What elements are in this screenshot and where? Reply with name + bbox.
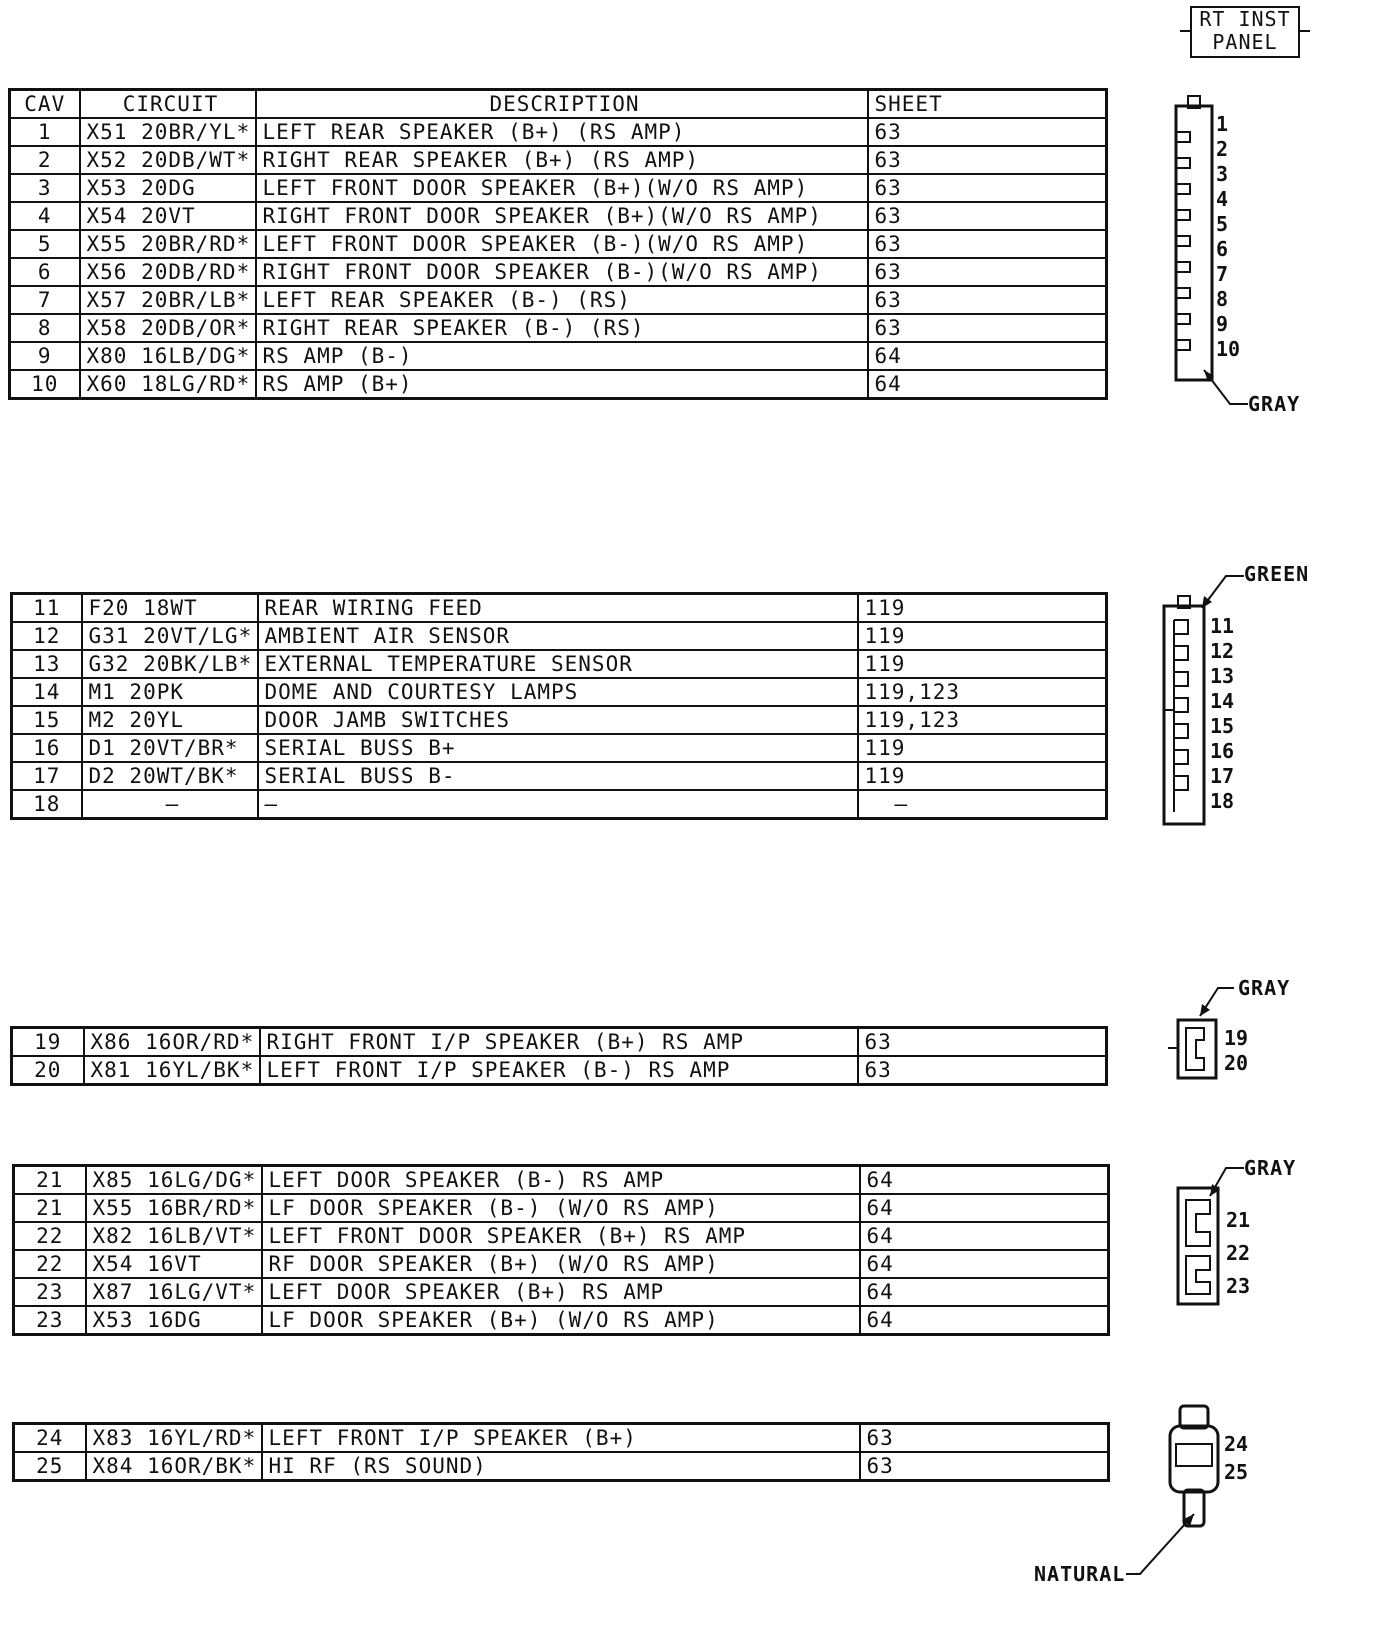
description-cell: —	[258, 790, 858, 819]
table-row	[12, 762, 1107, 790]
connector-table-4	[12, 1164, 1110, 1336]
circuit-cell: X54 16VT	[86, 1250, 262, 1278]
description-cell: LEFT REAR SPEAKER (B-) (RS)	[256, 286, 868, 314]
table-row	[10, 202, 1107, 230]
pin-number: 14	[1210, 689, 1235, 713]
cav-cell: 8	[10, 314, 80, 342]
header-sheet: SHEET	[868, 90, 1107, 119]
sheet-cell: 63	[868, 314, 1107, 342]
cav-cell: 17	[12, 762, 82, 790]
description-cell: LEFT FRONT DOOR SPEAKER (B-)(W/O RS AMP)	[256, 230, 868, 258]
sheet-cell: 119	[858, 622, 1107, 650]
sheet-cell: 64	[860, 1166, 1109, 1195]
circuit-cell: M1 20PK	[82, 678, 258, 706]
description-cell: HI RF (RS SOUND)	[262, 1452, 860, 1481]
connector-table-5	[12, 1422, 1110, 1482]
sheet-cell: 63	[858, 1056, 1107, 1085]
sheet-cell: —	[858, 790, 1107, 819]
description-cell: DOME AND COURTESY LAMPS	[258, 678, 858, 706]
circuit-cell: X57 20BR/LB*	[80, 286, 256, 314]
pin-number: 6	[1216, 237, 1229, 261]
sheet-cell: 64	[860, 1222, 1109, 1250]
table-row	[10, 314, 1107, 342]
table-row	[14, 1250, 1109, 1278]
sheet-cell: 63	[868, 230, 1107, 258]
description-cell: RIGHT FRONT DOOR SPEAKER (B-)(W/O RS AMP)	[256, 258, 868, 286]
pin-number: 1	[1216, 112, 1229, 136]
table-row	[14, 1452, 1109, 1481]
connector-3-color-label: GRAY	[1238, 976, 1291, 1000]
description-cell: SERIAL BUSS B-	[258, 762, 858, 790]
pin-number: 21	[1226, 1208, 1251, 1232]
pin-number: 19	[1224, 1026, 1249, 1050]
sheet-cell: 119	[858, 762, 1107, 790]
table-header-row	[10, 90, 1107, 119]
connector-2-color-label: GREEN	[1244, 562, 1310, 586]
table-row	[12, 650, 1107, 678]
cav-cell: 21	[14, 1194, 86, 1222]
cav-cell: 6	[10, 258, 80, 286]
circuit-cell: M2 20YL	[82, 706, 258, 734]
table-row	[12, 1056, 1107, 1085]
sheet-cell: 63	[860, 1452, 1109, 1481]
circuit-cell: X85 16LG/DG*	[86, 1166, 262, 1195]
circuit-cell: G32 20BK/LB*	[82, 650, 258, 678]
pin-number: 16	[1210, 739, 1235, 763]
connector-1-color-label: GRAY	[1248, 392, 1301, 416]
cav-cell: 4	[10, 202, 80, 230]
pin-number: 7	[1216, 262, 1229, 286]
circuit-cell: X80 16LB/DG*	[80, 342, 256, 370]
sheet-cell: 119,123	[858, 706, 1107, 734]
pin-number: 15	[1210, 714, 1235, 738]
sheet-cell: 63	[868, 118, 1107, 146]
cav-cell: 14	[12, 678, 82, 706]
sheet-cell: 119	[858, 594, 1107, 623]
pin-number: 12	[1210, 639, 1235, 663]
cav-cell: 10	[10, 370, 80, 399]
table-row	[10, 370, 1107, 399]
description-cell: RS AMP (B-)	[256, 342, 868, 370]
pin-number: 24	[1224, 1432, 1249, 1456]
table-row	[12, 734, 1107, 762]
connector-3-drawing	[1164, 1014, 1224, 1084]
cav-cell: 12	[12, 622, 82, 650]
sheet-cell: 119	[858, 734, 1107, 762]
cav-cell: 19	[12, 1028, 84, 1057]
description-cell: AMBIENT AIR SENSOR	[258, 622, 858, 650]
sheet-cell: 119	[858, 650, 1107, 678]
cav-cell: 20	[12, 1056, 84, 1085]
table-row	[10, 230, 1107, 258]
cav-cell: 23	[14, 1278, 86, 1306]
circuit-cell: X81 16YL/BK*	[84, 1056, 260, 1085]
circuit-cell: —	[82, 790, 258, 819]
description-cell: RIGHT REAR SPEAKER (B+) (RS AMP)	[256, 146, 868, 174]
sheet-cell: 63	[868, 258, 1107, 286]
pin-number: 22	[1226, 1241, 1251, 1265]
description-cell: RS AMP (B+)	[256, 370, 868, 399]
circuit-cell: X87 16LG/VT*	[86, 1278, 262, 1306]
table-row	[14, 1166, 1109, 1195]
connector-3-leader	[1186, 980, 1236, 1020]
cav-cell: 22	[14, 1222, 86, 1250]
connector-table-1	[8, 88, 1108, 400]
table-row	[10, 258, 1107, 286]
panel-label-line2: PANEL	[1212, 30, 1278, 54]
circuit-cell: X55 16BR/RD*	[86, 1194, 262, 1222]
sheet-cell: 63	[868, 202, 1107, 230]
connector-5-leader	[1124, 1508, 1204, 1578]
table-row	[10, 118, 1107, 146]
table-row	[12, 1028, 1107, 1057]
cav-cell: 9	[10, 342, 80, 370]
cav-cell: 5	[10, 230, 80, 258]
pin-number: 17	[1210, 764, 1235, 788]
table-row	[14, 1222, 1109, 1250]
pin-number: 2	[1216, 137, 1229, 161]
circuit-cell: D1 20VT/BR*	[82, 734, 258, 762]
circuit-cell: X60 18LG/RD*	[80, 370, 256, 399]
table-row	[10, 146, 1107, 174]
circuit-cell: X53 16DG	[86, 1306, 262, 1335]
cav-cell: 11	[12, 594, 82, 623]
circuit-cell: X82 16LB/VT*	[86, 1222, 262, 1250]
table-row	[10, 286, 1107, 314]
circuit-cell: G31 20VT/LG*	[82, 622, 258, 650]
table-row	[14, 1306, 1109, 1335]
sheet-cell: 63	[868, 286, 1107, 314]
cav-cell: 23	[14, 1306, 86, 1335]
sheet-cell: 63	[868, 146, 1107, 174]
description-cell: LEFT FRONT DOOR SPEAKER (B+) RS AMP	[262, 1222, 860, 1250]
pin-number: 3	[1216, 162, 1229, 186]
connector-3-pin-numbers	[1224, 1026, 1248, 1076]
sheet-cell: 64	[868, 342, 1107, 370]
pin-number: 20	[1224, 1051, 1249, 1075]
header-circuit: CIRCUIT	[80, 90, 256, 119]
pin-number: 8	[1216, 287, 1229, 311]
description-cell: LEFT FRONT DOOR SPEAKER (B+)(W/O RS AMP)	[256, 174, 868, 202]
circuit-cell: X55 20BR/RD*	[80, 230, 256, 258]
connector-table-2	[10, 592, 1108, 820]
circuit-cell: D2 20WT/BK*	[82, 762, 258, 790]
connector-1-leader	[1200, 368, 1250, 412]
cav-cell: 22	[14, 1250, 86, 1278]
table-row	[14, 1278, 1109, 1306]
description-cell: RF DOOR SPEAKER (B+) (W/O RS AMP)	[262, 1250, 860, 1278]
cav-cell: 21	[14, 1166, 86, 1195]
circuit-cell: X86 16OR/RD*	[84, 1028, 260, 1057]
cav-cell: 7	[10, 286, 80, 314]
pin-number: 25	[1224, 1460, 1249, 1484]
table-row	[14, 1194, 1109, 1222]
circuit-cell: X84 16OR/BK*	[86, 1452, 262, 1481]
description-cell: LEFT FRONT I/P SPEAKER (B-) RS AMP	[260, 1056, 858, 1085]
pin-number: 10	[1216, 337, 1241, 361]
header-description: DESCRIPTION	[256, 90, 868, 119]
table-row	[10, 342, 1107, 370]
circuit-cell: F20 18WT	[82, 594, 258, 623]
cav-cell: 16	[12, 734, 82, 762]
connector-1-pin-numbers	[1216, 112, 1240, 362]
description-cell: LF DOOR SPEAKER (B-) (W/O RS AMP)	[262, 1194, 860, 1222]
sheet-cell: 64	[860, 1250, 1109, 1278]
sheet-cell: 64	[860, 1278, 1109, 1306]
pin-number: 5	[1216, 212, 1229, 236]
cav-cell: 3	[10, 174, 80, 202]
pin-number: 4	[1216, 187, 1229, 211]
sheet-cell: 64	[860, 1194, 1109, 1222]
connector-5-pin-numbers	[1224, 1430, 1248, 1486]
description-cell: REAR WIRING FEED	[258, 594, 858, 623]
header-cav: CAV	[10, 90, 80, 119]
sheet-cell: 119,123	[858, 678, 1107, 706]
pin-number: 9	[1216, 312, 1229, 336]
circuit-cell: X58 20DB/OR*	[80, 314, 256, 342]
table-row	[12, 790, 1107, 819]
circuit-cell: X56 20DB/RD*	[80, 258, 256, 286]
connector-4-pin-numbers	[1226, 1204, 1250, 1303]
sheet-cell: 64	[860, 1306, 1109, 1335]
panel-label-line1: RT INST	[1199, 7, 1291, 31]
connector-2-leader	[1186, 566, 1246, 612]
description-cell: SERIAL BUSS B+	[258, 734, 858, 762]
table-row	[12, 622, 1107, 650]
description-cell: RIGHT FRONT DOOR SPEAKER (B+)(W/O RS AMP)	[256, 202, 868, 230]
connector-5-color-label: NATURAL	[1034, 1562, 1126, 1586]
circuit-cell: X53 20DG	[80, 174, 256, 202]
circuit-cell: X51 20BR/YL*	[80, 118, 256, 146]
table-row	[12, 678, 1107, 706]
description-cell: EXTERNAL TEMPERATURE SENSOR	[258, 650, 858, 678]
connector-4-leader	[1196, 1160, 1246, 1200]
circuit-cell: X83 16YL/RD*	[86, 1424, 262, 1453]
sheet-cell: 63	[868, 174, 1107, 202]
cav-cell: 18	[12, 790, 82, 819]
pin-number: 23	[1226, 1274, 1251, 1298]
cav-cell: 1	[10, 118, 80, 146]
description-cell: DOOR JAMB SWITCHES	[258, 706, 858, 734]
cav-cell: 13	[12, 650, 82, 678]
connector-table-3	[10, 1026, 1108, 1086]
description-cell: RIGHT REAR SPEAKER (B-) (RS)	[256, 314, 868, 342]
cav-cell: 2	[10, 146, 80, 174]
description-cell: LEFT REAR SPEAKER (B+) (RS AMP)	[256, 118, 868, 146]
circuit-cell: X52 20DB/WT*	[80, 146, 256, 174]
cav-cell: 24	[14, 1424, 86, 1453]
pin-number: 18	[1210, 789, 1235, 813]
sheet-cell: 63	[860, 1424, 1109, 1453]
description-cell: LF DOOR SPEAKER (B+) (W/O RS AMP)	[262, 1306, 860, 1335]
connector-4-color-label: GRAY	[1244, 1156, 1297, 1180]
sheet-cell: 63	[858, 1028, 1107, 1057]
description-cell: RIGHT FRONT I/P SPEAKER (B+) RS AMP	[260, 1028, 858, 1057]
description-cell: LEFT DOOR SPEAKER (B-) RS AMP	[262, 1166, 860, 1195]
table-row	[12, 706, 1107, 734]
description-cell: LEFT DOOR SPEAKER (B+) RS AMP	[262, 1278, 860, 1306]
table-row	[14, 1424, 1109, 1453]
table-row	[12, 594, 1107, 623]
pin-number: 13	[1210, 664, 1235, 688]
pin-number: 11	[1210, 614, 1235, 638]
circuit-cell: X54 20VT	[80, 202, 256, 230]
description-cell: LEFT FRONT I/P SPEAKER (B+)	[262, 1424, 860, 1453]
cav-cell: 25	[14, 1452, 86, 1481]
panel-label-bracket	[1180, 26, 1310, 36]
sheet-cell: 64	[868, 370, 1107, 399]
connector-2-pin-numbers	[1210, 614, 1234, 814]
table-row	[10, 174, 1107, 202]
cav-cell: 15	[12, 706, 82, 734]
